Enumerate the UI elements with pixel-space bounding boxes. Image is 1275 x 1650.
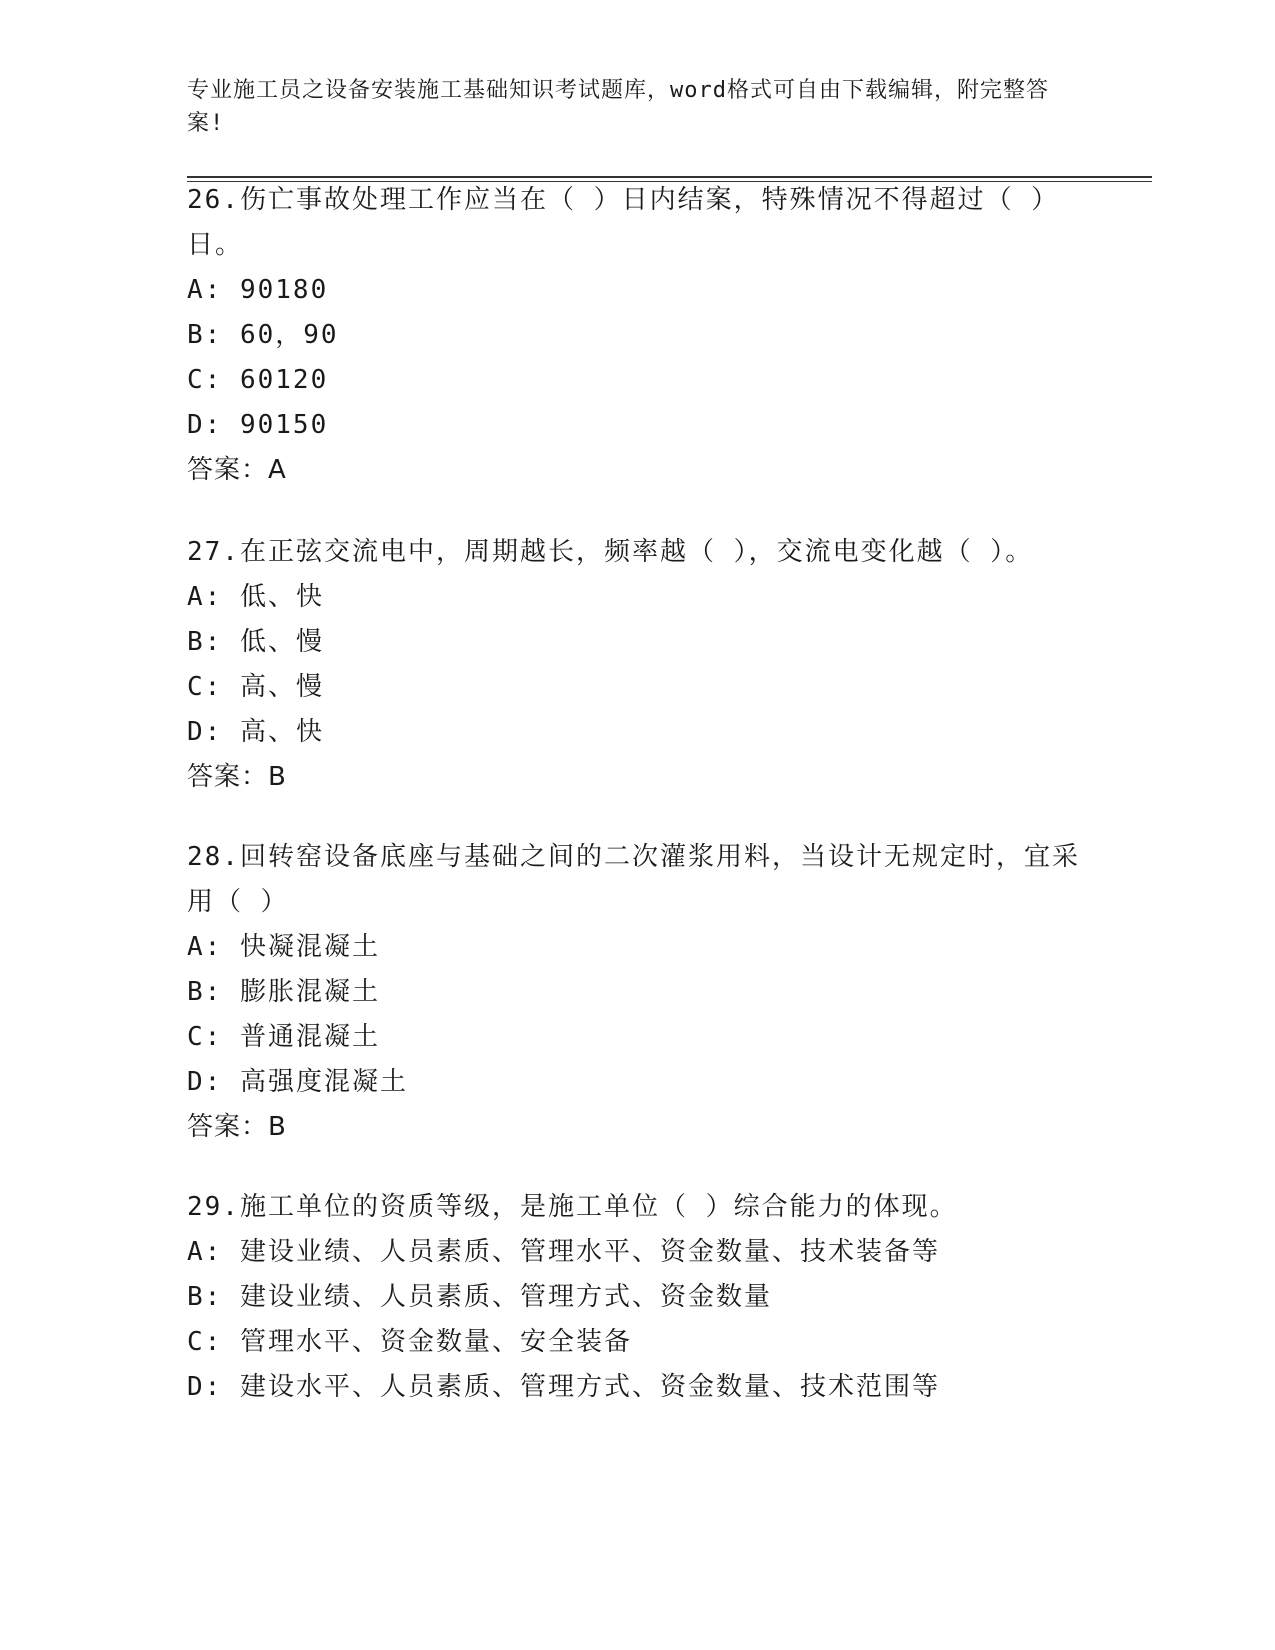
option-d: D: 高强度混凝土 [187,1067,408,1097]
question-stem: 26.伤亡事故处理工作应当在（ ）日内结案，特殊情况不得超过（ ）日。 [187,185,1060,260]
option-a: A: 建设业绩、人员素质、管理水平、资金数量、技术装备等 [187,1237,940,1267]
question-26 [187,178,1087,493]
option-a: A: 90180 [187,275,329,305]
question-27 [187,530,1087,800]
option-c: C: 普通混凝土 [187,1022,380,1052]
option-b: B: 低、慢 [187,627,324,657]
answer-label: 答案：B [187,1112,287,1142]
option-a: A: 低、快 [187,582,324,612]
question-stem: 28.回转窑设备底座与基础之间的二次灌浆用料，当设计无规定时，宜采用（ ） [187,842,1080,917]
option-b: B: 60，90 [187,320,339,350]
question-stem: 27.在正弦交流电中，周期越长，频率越（ ），交流电变化越（ ）。 [187,537,1034,567]
option-c: C: 60120 [187,365,329,395]
question-29 [187,1185,1087,1410]
option-d: D: 建设水平、人员素质、管理方式、资金数量、技术范围等 [187,1372,940,1402]
option-d: D: 高、快 [187,717,324,747]
question-stem: 29.施工单位的资质等级，是施工单位（ ）综合能力的体现。 [187,1192,958,1222]
option-c: C: 管理水平、资金数量、安全装备 [187,1327,632,1357]
answer-label: 答案：B [187,762,287,792]
option-b: B: 膨胀混凝土 [187,977,380,1007]
option-c: C: 高、慢 [187,672,324,702]
option-a: A: 快凝混凝土 [187,932,380,962]
document-header: 专业施工员之设备安装施工基础知识考试题库，word格式可自由下载编辑，附完整答案! [187,78,1049,136]
option-b: B: 建设业绩、人员素质、管理方式、资金数量 [187,1282,772,1312]
answer-label: 答案：A [187,455,287,485]
question-28 [187,835,1087,1150]
option-d: D: 90150 [187,410,329,440]
